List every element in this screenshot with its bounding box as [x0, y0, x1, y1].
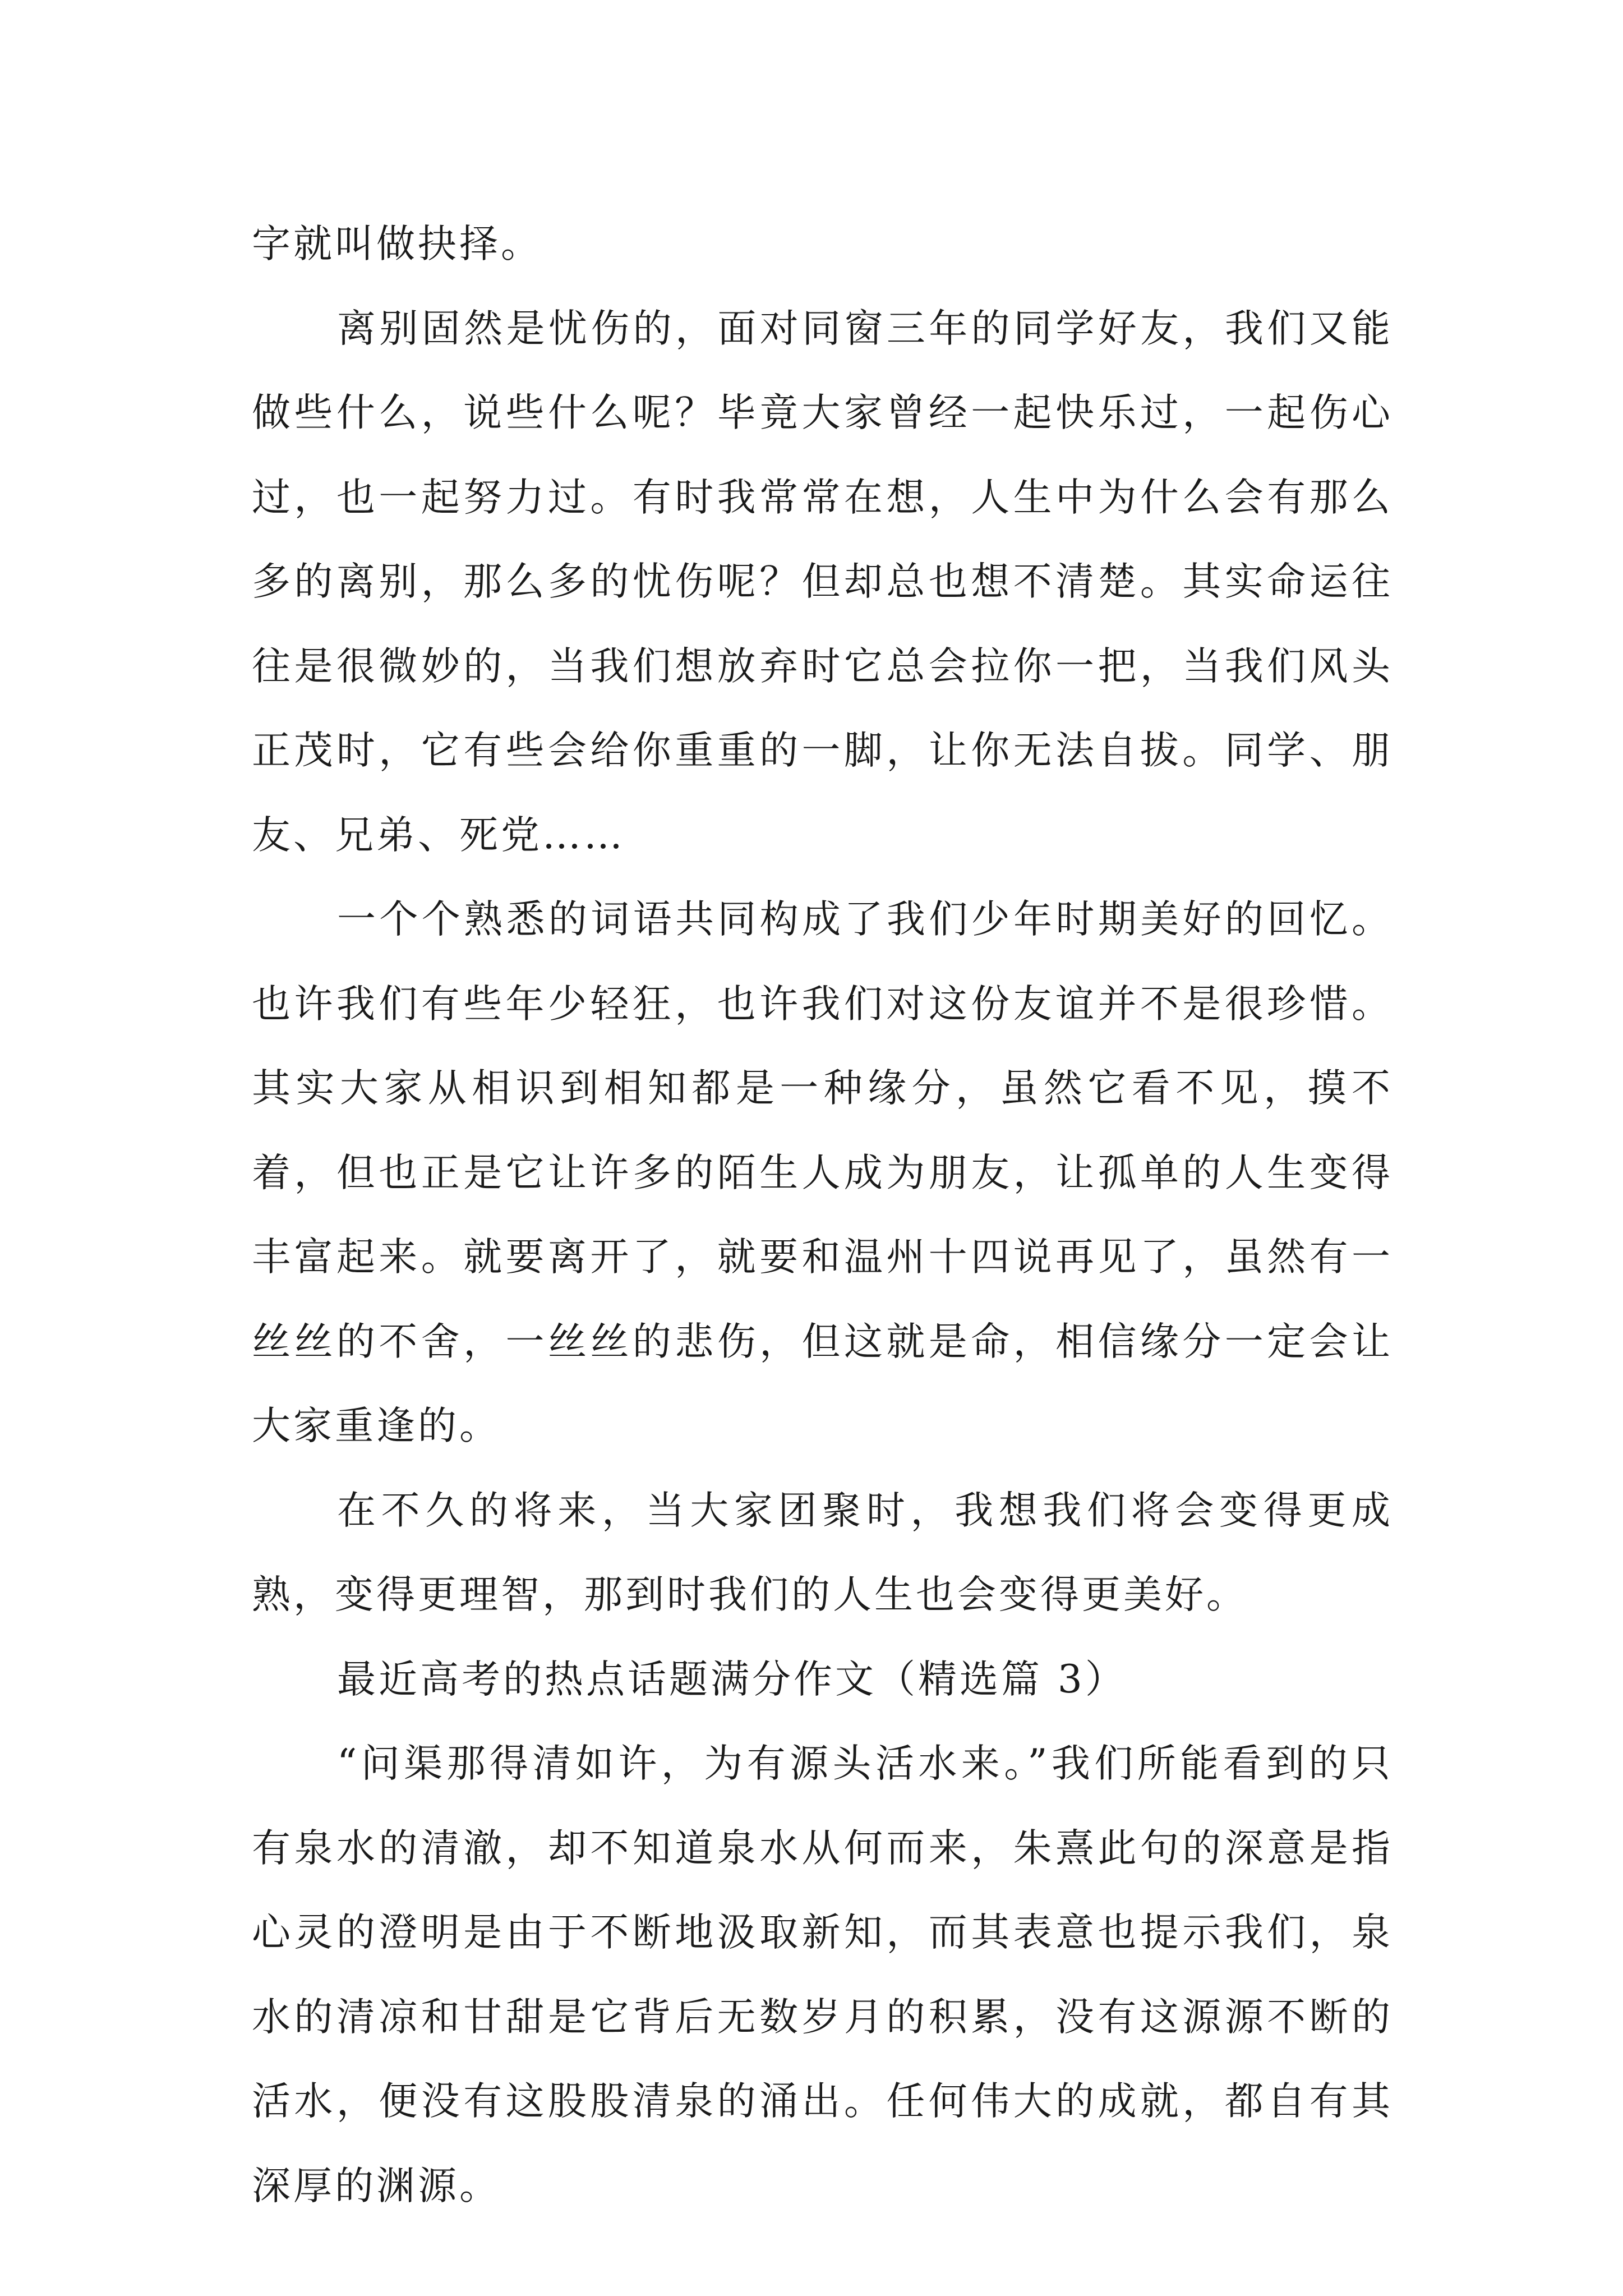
document-body — [252, 202, 1393, 2228]
paragraph-memories: 一个个熟悉的词语共同构成了我们少年时期美好的回忆。也许我们有些年少轻狂，也许我们对这份友谊并不是很珍惜。其实大家从相识到相知都是一种缘分，虽然它看不见，摸不着，但也正是它让许多的陌生人成为朋友，让孤单的人生变得丰富起来。就要离开了，就要和温州十四说再见了，虽然有一丝丝的不舍，一丝丝的悲伤，但这就是命，相信缘分一定会让大家重逢的。 — [252, 897, 1393, 1448]
paragraph-farewell: 离别固然是忧伤的，面对同窗三年的同学好友，我们又能做些什么，说些什么呢？毕竟大家曾经一起快乐过，一起伤心过，也一起努力过。有时我常常在想，人生中为什么会有那么多的离别，那么多的忧伤呢？但却总也想不清楚。其实命运往往是很微妙的，当我们想放弃时它总会拉你一把，当我们风头正茂时，它有些会给你重重的一脚，让你无法自拔。同学、朋友、兄弟、死党…… — [252, 306, 1393, 858]
paragraph-future: 在不久的将来，当大家团聚时，我想我们将会变得更成熟，变得更理智，那到时我们的人生也会变得更美好。 — [252, 1488, 1393, 1617]
paragraph-spring: “问渠那得清如许，为有源头活水来。”我们所能看到的只有泉水的清澈，却不知道泉水从何而来，朱熹此句的深意是指心灵的澄明是由于不断地汲取新知，而其表意也提示我们，泉水的清凉和甘甜是它背后无数岁月的积累，没有这源源不断的活水，便没有这股股清泉的涌出。任何伟大的成就，都自有其深厚的渊源。 — [252, 1741, 1393, 2208]
paragraph-continuation: 字就叫做抉择。 — [252, 222, 542, 266]
section-heading: 最近高考的热点话题满分作文（精选篇 3） — [337, 1657, 1127, 1702]
